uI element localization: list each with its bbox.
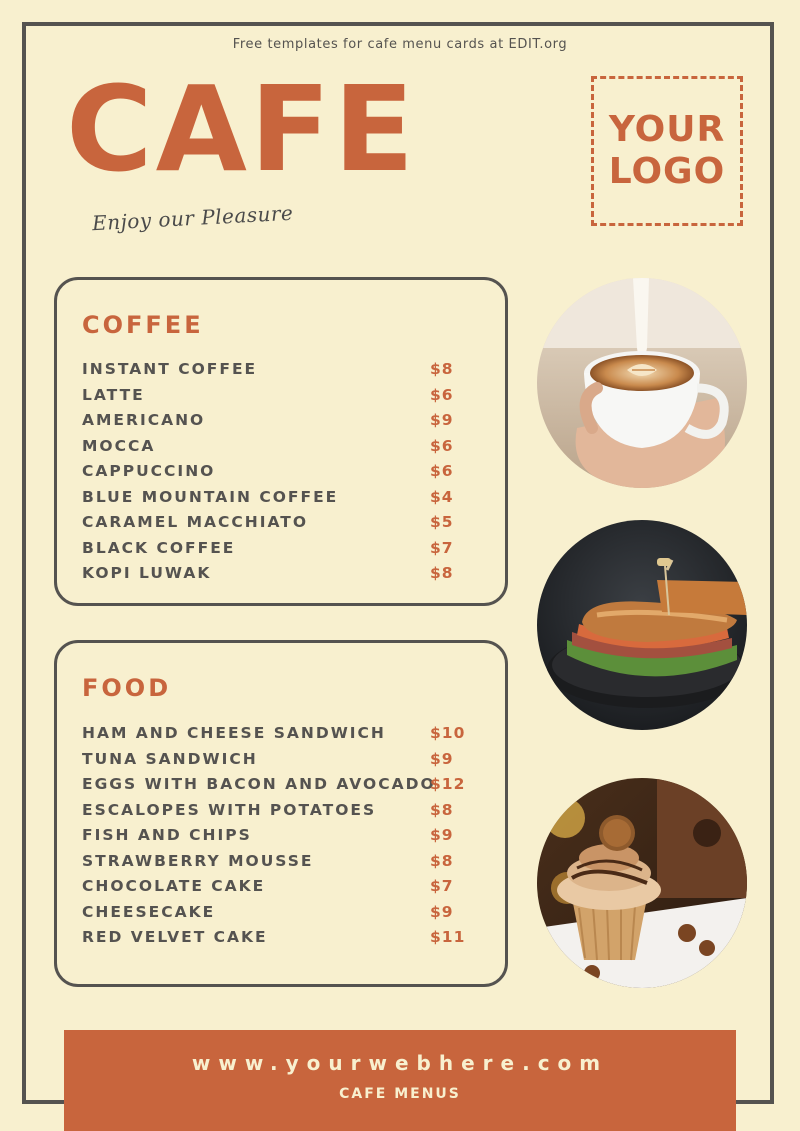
- sandwich-photo: [537, 520, 747, 730]
- item-name: HAM AND CHEESE SANDWICH: [82, 724, 386, 742]
- promo-note: Free templates for cafe menu cards at EDIT.org: [232, 37, 568, 52]
- item-price: $5: [430, 513, 454, 531]
- footer-band: [64, 1030, 736, 1131]
- logo-placeholder: [591, 76, 743, 226]
- menu-item: [82, 488, 492, 514]
- menu-item: [82, 360, 492, 386]
- menu-item: [82, 411, 492, 437]
- item-name: TUNA SANDWICH: [82, 749, 258, 768]
- menu-item: [82, 826, 492, 852]
- item-name: CHOCOLATE CAKE: [82, 877, 266, 895]
- item-name: INSTANT COFFEE: [82, 360, 258, 378]
- item-name: STRAWBERRY MOUSSE: [82, 851, 314, 870]
- food-section-title: FOOD: [82, 674, 172, 702]
- item-price: $7: [430, 538, 454, 557]
- item-name: EGGS WITH BACON AND AVOCADO: [82, 775, 436, 793]
- item-name: FISH AND CHIPS: [82, 826, 252, 844]
- item-price: $6: [430, 385, 454, 404]
- item-name: MOCCA: [82, 436, 156, 455]
- menu-item: [82, 928, 492, 954]
- item-name: KOPI LUWAK: [82, 564, 212, 582]
- item-price: $8: [430, 800, 454, 819]
- item-name: AMERICANO: [82, 411, 206, 429]
- tagline: Enjoy our Pleasure: [91, 200, 294, 236]
- menu-item: [82, 775, 492, 801]
- item-price: $4: [430, 487, 454, 506]
- menu-item: [82, 724, 492, 750]
- logo-text-line1: YOUR: [608, 109, 726, 150]
- food-item-list: [82, 724, 492, 954]
- coffee-menu-card: [54, 277, 508, 606]
- menu-item: [82, 801, 492, 827]
- menu-item: [82, 877, 492, 903]
- item-price: $9: [430, 902, 454, 921]
- item-price: $9: [430, 411, 454, 429]
- item-name: BLUE MOUNTAIN COFFEE: [82, 487, 339, 506]
- item-name: RED VELVET CAKE: [82, 928, 268, 946]
- item-price: $9: [430, 826, 454, 844]
- item-price: $12: [430, 775, 466, 793]
- cafe-title: CAFE: [66, 60, 418, 198]
- item-name: ESCALOPES WITH POTATOES: [82, 800, 377, 819]
- item-price: $8: [430, 851, 454, 870]
- item-name: CHEESECAKE: [82, 902, 216, 921]
- menu-item: [82, 564, 492, 590]
- menu-item: [82, 513, 492, 539]
- item-name: CAPPUCCINO: [82, 462, 216, 480]
- item-price: $6: [430, 462, 454, 480]
- item-name: CARAMEL MACCHIATO: [82, 513, 309, 531]
- item-name: BLACK COFFEE: [82, 538, 236, 557]
- menu-item: [82, 903, 492, 929]
- item-name: LATTE: [82, 385, 145, 404]
- menu-item: [82, 437, 492, 463]
- item-price: $10: [430, 724, 466, 742]
- menu-item: [82, 386, 492, 412]
- website-link[interactable]: www.yourwebhere.com: [191, 1051, 609, 1075]
- item-price: $11: [430, 928, 466, 946]
- menu-item: [82, 539, 492, 565]
- item-price: $8: [430, 360, 454, 378]
- coffee-item-list: [82, 360, 492, 590]
- item-price: $8: [430, 564, 454, 582]
- cupcake-photo: [537, 778, 747, 988]
- menu-item: [82, 750, 492, 776]
- food-menu-card: [54, 640, 508, 987]
- item-price: $9: [430, 749, 454, 768]
- menu-item: [82, 462, 492, 488]
- logo-text-line2: LOGO: [608, 151, 726, 192]
- item-price: $6: [430, 436, 454, 455]
- coffee-photo: [537, 278, 747, 488]
- coffee-section-title: COFFEE: [82, 311, 204, 339]
- item-price: $7: [430, 877, 454, 895]
- menu-item: [82, 852, 492, 878]
- footer-label: CAFE MENUS: [339, 1086, 461, 1102]
